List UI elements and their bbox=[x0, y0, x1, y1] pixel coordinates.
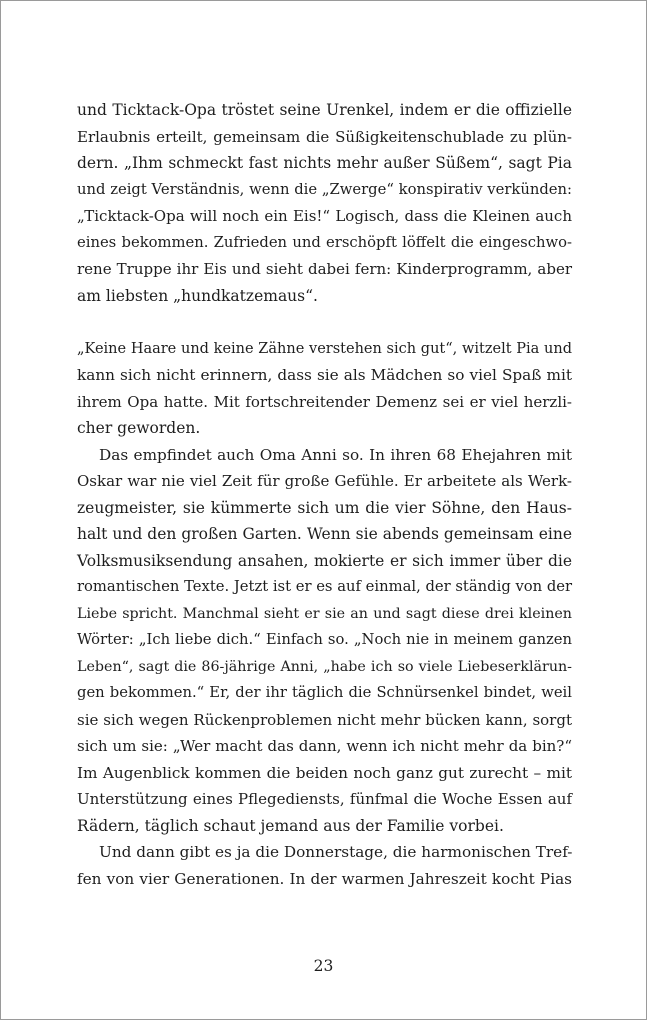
text-line: Und dann gibt es ja die Donnerstage, die harmonischen Tref- bbox=[99, 843, 573, 861]
text-line: romantischen Texte. Jetzt ist er es auf einmal, der ständig von der bbox=[77, 578, 573, 595]
paragraph-1 bbox=[77, 97, 572, 309]
text-line: und zeigt Verständnis, wenn die „Zwerge“ konspirativ verkünden: bbox=[77, 180, 572, 198]
text-line: am liebsten „hundkatzemaus“. bbox=[77, 286, 318, 305]
text-line: Das empfindet auch Oma Anni so. In ihren 68 Ehejahren mit bbox=[99, 445, 572, 464]
text-line: ihrem Opa hatte. Mit fortschreitender Demenz sei er viel herzli- bbox=[77, 392, 572, 411]
text-line: dern. „Ihm schmeckt fast nichts mehr außer Süßem“, sagt Pia bbox=[77, 154, 572, 172]
text-line: eines bekommen. Zufrieden und erschöpft löffelt die eingeschwo- bbox=[77, 233, 572, 251]
text-line: Rädern, täglich schaut jemand aus der Familie vorbei. bbox=[77, 816, 504, 835]
text-line: Volksmusiksendung ansahen, mokierte er sich immer über die bbox=[77, 551, 572, 570]
text-line: Unterstützung eines Pflegediensts, fünfmal die Woche Essen auf bbox=[77, 790, 572, 808]
text-line: Liebe spricht. Manchmal sieht er sie an und sagt diese drei kleinen bbox=[77, 605, 572, 622]
page-number: 23 bbox=[313, 957, 334, 975]
text-line: „Keine Haare und keine Zähne verstehen sich gut“, witzelt Pia und bbox=[77, 340, 572, 357]
paragraph-4 bbox=[77, 839, 572, 892]
text-line: fen von vier Generationen. In der warmen Jahreszeit kocht Pias bbox=[77, 869, 572, 888]
text-line: gen bekommen.“ Er, der ihr täglich die Schnürsenkel bindet, weil bbox=[77, 684, 572, 701]
text-line: Oskar war nie viel Zeit für große Gefühle. Er arbeitete als Werk- bbox=[77, 472, 572, 490]
text-line: kann sich nicht erinnern, dass sie als Mädchen so viel Spaß mit bbox=[77, 366, 572, 384]
text-line: sie sich wegen Rückenproblemen nicht mehr bücken kann, sorgt bbox=[77, 710, 572, 729]
text-line: halt und den großen Garten. Wenn sie abends gemeinsam eine bbox=[77, 525, 572, 543]
text-line: Wörter: „Ich liebe dich.“ Einfach so. „Noch nie in meinem ganzen bbox=[77, 631, 572, 648]
text-line: Im Augenblick kommen die beiden noch ganz gut zurecht – mit bbox=[77, 763, 572, 782]
body-text bbox=[77, 97, 572, 892]
text-line: und Ticktack-Opa tröstet seine Urenkel, indem er die offizielle bbox=[77, 101, 572, 119]
text-line: „Ticktack-Opa will noch ein Eis!“ Logisch, dass die Kleinen auch bbox=[77, 207, 572, 225]
text-line: Erlaubnis erteilt, gemeinsam die Süßigkeitenschublade zu plün- bbox=[77, 127, 572, 146]
text-line: sich um sie: „Wer macht das dann, wenn ich nicht mehr da bin?“ bbox=[77, 737, 572, 755]
paragraph-3 bbox=[77, 442, 572, 840]
text-line: Leben“, sagt die 86-jährige Anni, „habe ich so viele Liebeserklärun- bbox=[77, 658, 572, 675]
text-line: zeugmeister, sie kümmerte sich um die vier Söhne, den Haus- bbox=[77, 498, 572, 517]
section-break bbox=[77, 309, 572, 336]
text-line: cher geworden. bbox=[77, 419, 201, 437]
text-line: rene Truppe ihr Eis und sieht dabei fern: Kinderprogramm, aber bbox=[77, 260, 572, 278]
paragraph-2 bbox=[77, 336, 572, 442]
